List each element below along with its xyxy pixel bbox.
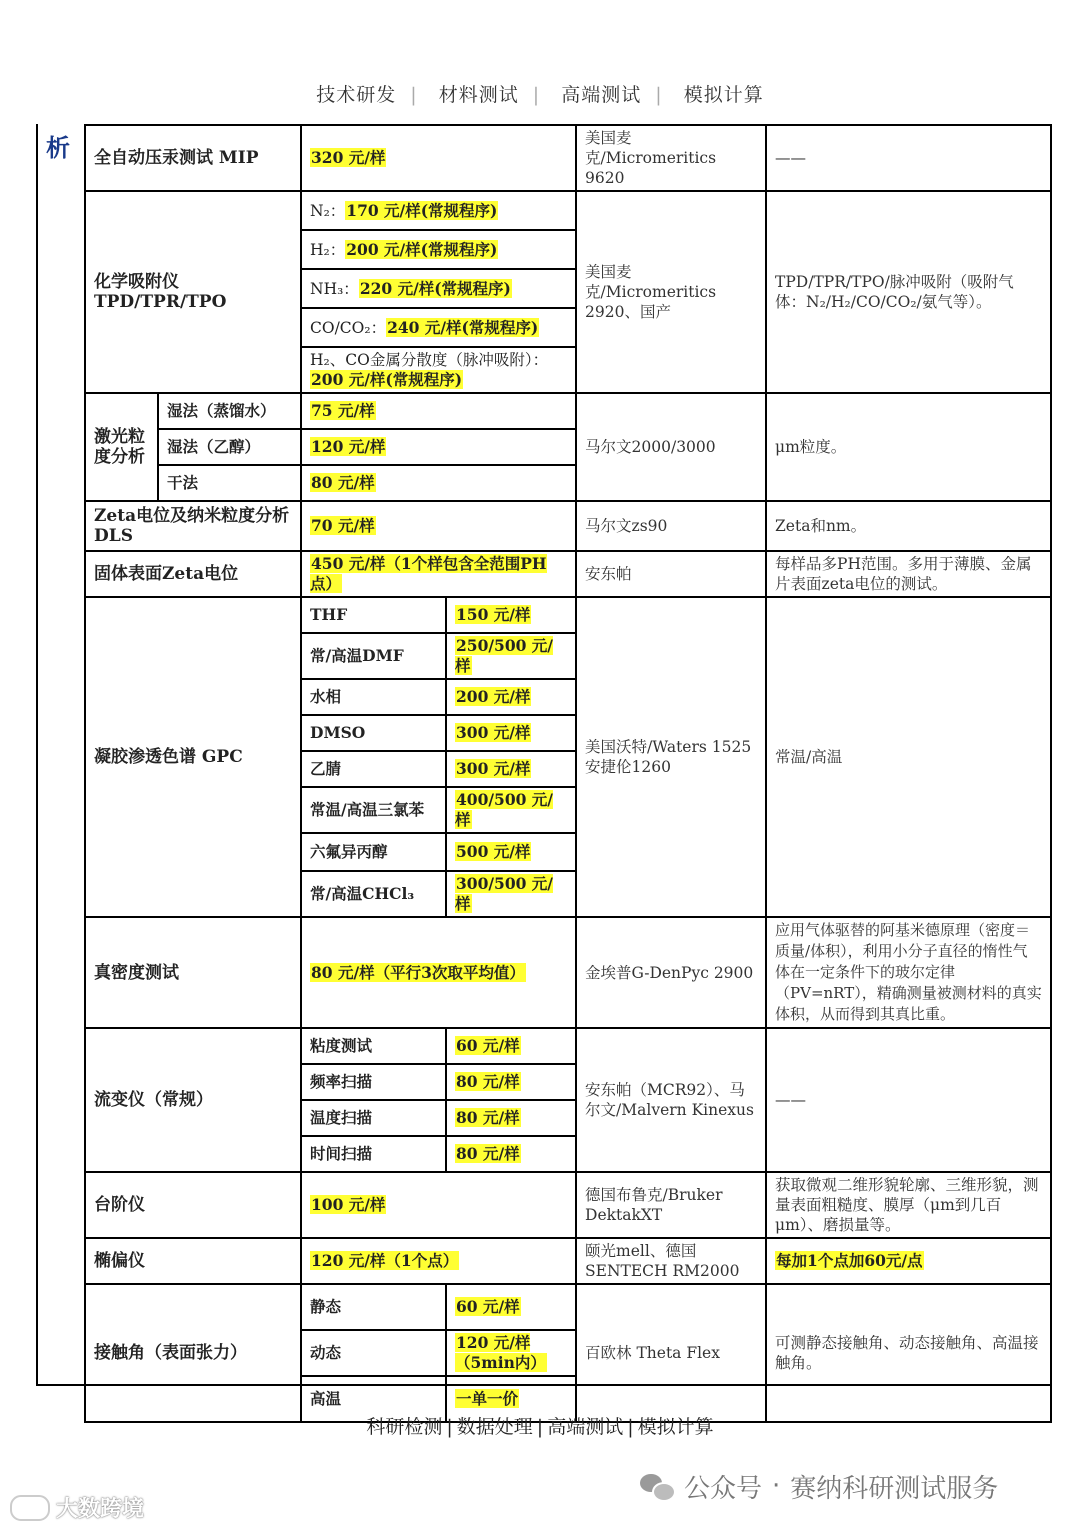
- instrument-cell: 颐光mell、德国SENTECH RM2000: [576, 1238, 766, 1284]
- note-cell: 每样品多PH范围。多用于薄膜、金属片表面zeta电位的测试。: [766, 551, 1051, 597]
- price-cell: H₂、CO金属分散度（脉冲吸附）： 200 元/样(常规程序): [301, 347, 576, 393]
- test-cell: 温度扫描: [301, 1100, 446, 1136]
- solvent-cell: 水相: [301, 679, 446, 715]
- note-cell: ——: [766, 125, 1051, 191]
- price-cell: 60 元/样: [446, 1028, 576, 1064]
- price-cell: 120 元/样: [301, 429, 576, 465]
- header-item-material[interactable]: 材料测试: [438, 84, 519, 106]
- wechat-account-name: 赛纳科研测试服务: [790, 1473, 999, 1504]
- price-cell: 500 元/样: [446, 833, 576, 871]
- price-cell: 200 元/样: [446, 679, 576, 715]
- table-row: [85, 597, 1051, 633]
- row-name: 台阶仪: [85, 1172, 301, 1238]
- row-name: 接触角（表面张力）: [85, 1284, 301, 1422]
- instrument-cell: 美国沃特/Waters 1525 安捷伦1260: [576, 597, 766, 917]
- mode-cell: 高温: [301, 1376, 446, 1422]
- side-category-char: 析: [46, 133, 70, 162]
- table-row: [85, 125, 1051, 191]
- price-cell: 400/500 元/样: [446, 787, 576, 833]
- solvent-cell: 常/高温CHCl₃: [301, 871, 446, 917]
- price-cell: 150 元/样: [446, 597, 576, 633]
- watermark-logo-icon: [10, 1495, 50, 1521]
- test-cell: 粘度测试: [301, 1028, 446, 1064]
- price-cell: 80 元/样: [446, 1136, 576, 1172]
- solvent-cell: 乙腈: [301, 751, 446, 787]
- price-cell: 60 元/样: [446, 1284, 576, 1330]
- price-cell: NH₃：220 元/样(常规程序): [301, 269, 576, 308]
- note-cell: 常温/高温: [766, 597, 1051, 917]
- price-cell: N₂：170 元/样(常规程序): [301, 191, 576, 230]
- test-cell: 时间扫描: [301, 1136, 446, 1172]
- table-row: [85, 1028, 1051, 1064]
- row-name: 椭偏仪: [85, 1238, 301, 1284]
- instrument-cell: 安东帕: [576, 551, 766, 597]
- solvent-cell: THF: [301, 597, 446, 633]
- price-cell: 80 元/样: [446, 1064, 576, 1100]
- instrument-cell: 金埃普G-DenPyc 2900: [576, 917, 766, 1028]
- table-row: [85, 191, 1051, 230]
- footer-item-highend[interactable]: 高端测试: [547, 1416, 624, 1438]
- instrument-cell: 安东帕（MCR92）、马尔文/Malvern Kinexus: [576, 1028, 766, 1172]
- table-row: [85, 1238, 1051, 1284]
- table-row: [85, 501, 1051, 551]
- wechat-dot: ·: [772, 1471, 781, 1501]
- price-cell: CO/CO₂：240 元/样(常规程序): [301, 308, 576, 347]
- table-row: [85, 1284, 1051, 1330]
- mode-cell: 静态: [301, 1284, 446, 1330]
- note-cell: 可测静态接触角、动态接触角、高温接触角。: [766, 1284, 1051, 1422]
- price-cell: 一单一价: [446, 1376, 576, 1422]
- price-cell: 300 元/样: [446, 751, 576, 787]
- wechat-account-badge: [640, 1466, 998, 1506]
- solvent-cell: 常/高温DMF: [301, 633, 446, 679]
- price-cell: 100 元/样: [301, 1172, 576, 1238]
- price-cell: 250/500 元/样: [446, 633, 576, 679]
- table-row: [85, 551, 1051, 597]
- row-name: 化学吸附仪 TPD/TPR/TPO: [85, 191, 301, 393]
- price-cell: 70 元/样: [301, 501, 576, 551]
- watermark-text: 大数跨境: [56, 1497, 145, 1522]
- footer-nav: 科研检测 | 数据处理 | 高端测试 | 模拟计算: [366, 1416, 714, 1438]
- header-nav: 技术研发 | 材料测试 | 高端测试 | 模拟计算: [316, 84, 764, 106]
- price-cell: 300 元/样: [446, 715, 576, 751]
- price-cell: 120 元/样（5min内）: [446, 1330, 576, 1376]
- note-cell: μm粒度。: [766, 393, 1051, 501]
- test-cell: 频率扫描: [301, 1064, 446, 1100]
- method-cell: 湿法（乙醇）: [158, 429, 301, 465]
- method-cell: 湿法（蒸馏水）: [158, 393, 301, 429]
- row-name: 真密度测试: [85, 917, 301, 1028]
- row-name: 凝胶渗透色谱 GPC: [85, 597, 301, 917]
- table-row: [85, 917, 1051, 1028]
- wechat-label: 公众号: [684, 1473, 763, 1504]
- price-table: [84, 124, 1052, 1423]
- price-value: 320 元/样: [311, 148, 386, 167]
- row-name: Zeta电位及纳米粒度分析 DLS: [85, 501, 301, 551]
- price-cell: 80 元/样: [446, 1100, 576, 1136]
- row-name: 全自动压汞测试 MIP: [85, 125, 301, 191]
- price-cell: 450 元/样（1个样包含全范围PH点）: [301, 551, 576, 597]
- row-name: 流变仪（常规）: [85, 1028, 301, 1172]
- instrument-cell: 德国布鲁克/Bruker DektakXT: [576, 1172, 766, 1238]
- solvent-cell: DMSO: [301, 715, 446, 751]
- footer-item-research[interactable]: 科研检测: [366, 1416, 443, 1438]
- note-cell: Zeta和nm。: [766, 501, 1051, 551]
- header-item-simulation[interactable]: 模拟计算: [683, 84, 764, 106]
- price-cell: 120 元/样（1个点）: [301, 1238, 576, 1284]
- instrument-cell: 美国麦克/Micromeritics 9620: [576, 125, 766, 191]
- note-cell: 应用气体驱替的阿基米德原理（密度＝质量/体积），利用小分子直径的惰性气体在一定条件下的玻尔定律（PV=nRT），精确测量被测材料的真实体积，从而得到其真比重。: [766, 917, 1051, 1028]
- solvent-cell: 常温/高温三氯苯: [301, 787, 446, 833]
- price-cell: [301, 125, 576, 191]
- footer-item-simulation[interactable]: 模拟计算: [637, 1416, 714, 1438]
- instrument-cell: 美国麦克/Micromeritics 2920、国产: [576, 191, 766, 393]
- footer-item-data[interactable]: 数据处理: [456, 1416, 533, 1438]
- price-cell: 80 元/样（平行3次取平均值）: [301, 917, 576, 1028]
- instrument-cell: 马尔文2000/3000: [576, 393, 766, 501]
- instrument-cell: 马尔文zs90: [576, 501, 766, 551]
- price-cell: 80 元/样: [301, 465, 576, 501]
- solvent-cell: 六氟异丙醇: [301, 833, 446, 871]
- mode-cell: 动态: [301, 1330, 446, 1376]
- table-row: [85, 1172, 1051, 1238]
- note-cell: TPD/TPR/TPO/脉冲吸附（吸附气体：N₂/H₂/CO/CO₂/氨气等）。: [766, 191, 1051, 393]
- row-name: 固体表面Zeta电位: [85, 551, 301, 597]
- wechat-icon: [640, 1472, 674, 1500]
- note-cell: ——: [766, 1028, 1051, 1172]
- price-cell: 300/500 元/样: [446, 871, 576, 917]
- price-cell: H₂：200 元/样(常规程序): [301, 230, 576, 269]
- instrument-cell: 百欧林 Theta Flex: [576, 1284, 766, 1422]
- note-cell: 每加1个点加60元/点: [766, 1238, 1051, 1284]
- header-item-tech[interactable]: 技术研发: [316, 84, 397, 106]
- row-name: 激光粒度分析: [85, 393, 158, 501]
- header-item-highend[interactable]: 高端测试: [561, 84, 642, 106]
- price-cell: 75 元/样: [301, 393, 576, 429]
- frame-left-border: [36, 124, 38, 1386]
- method-cell: 干法: [158, 465, 301, 501]
- watermark: [10, 1492, 144, 1523]
- note-cell: 获取微观二维形貌轮廓、三维形貌，测量表面粗糙度、膜厚（μm到几百μm）、磨损量等。: [766, 1172, 1051, 1238]
- table-row: [85, 393, 1051, 429]
